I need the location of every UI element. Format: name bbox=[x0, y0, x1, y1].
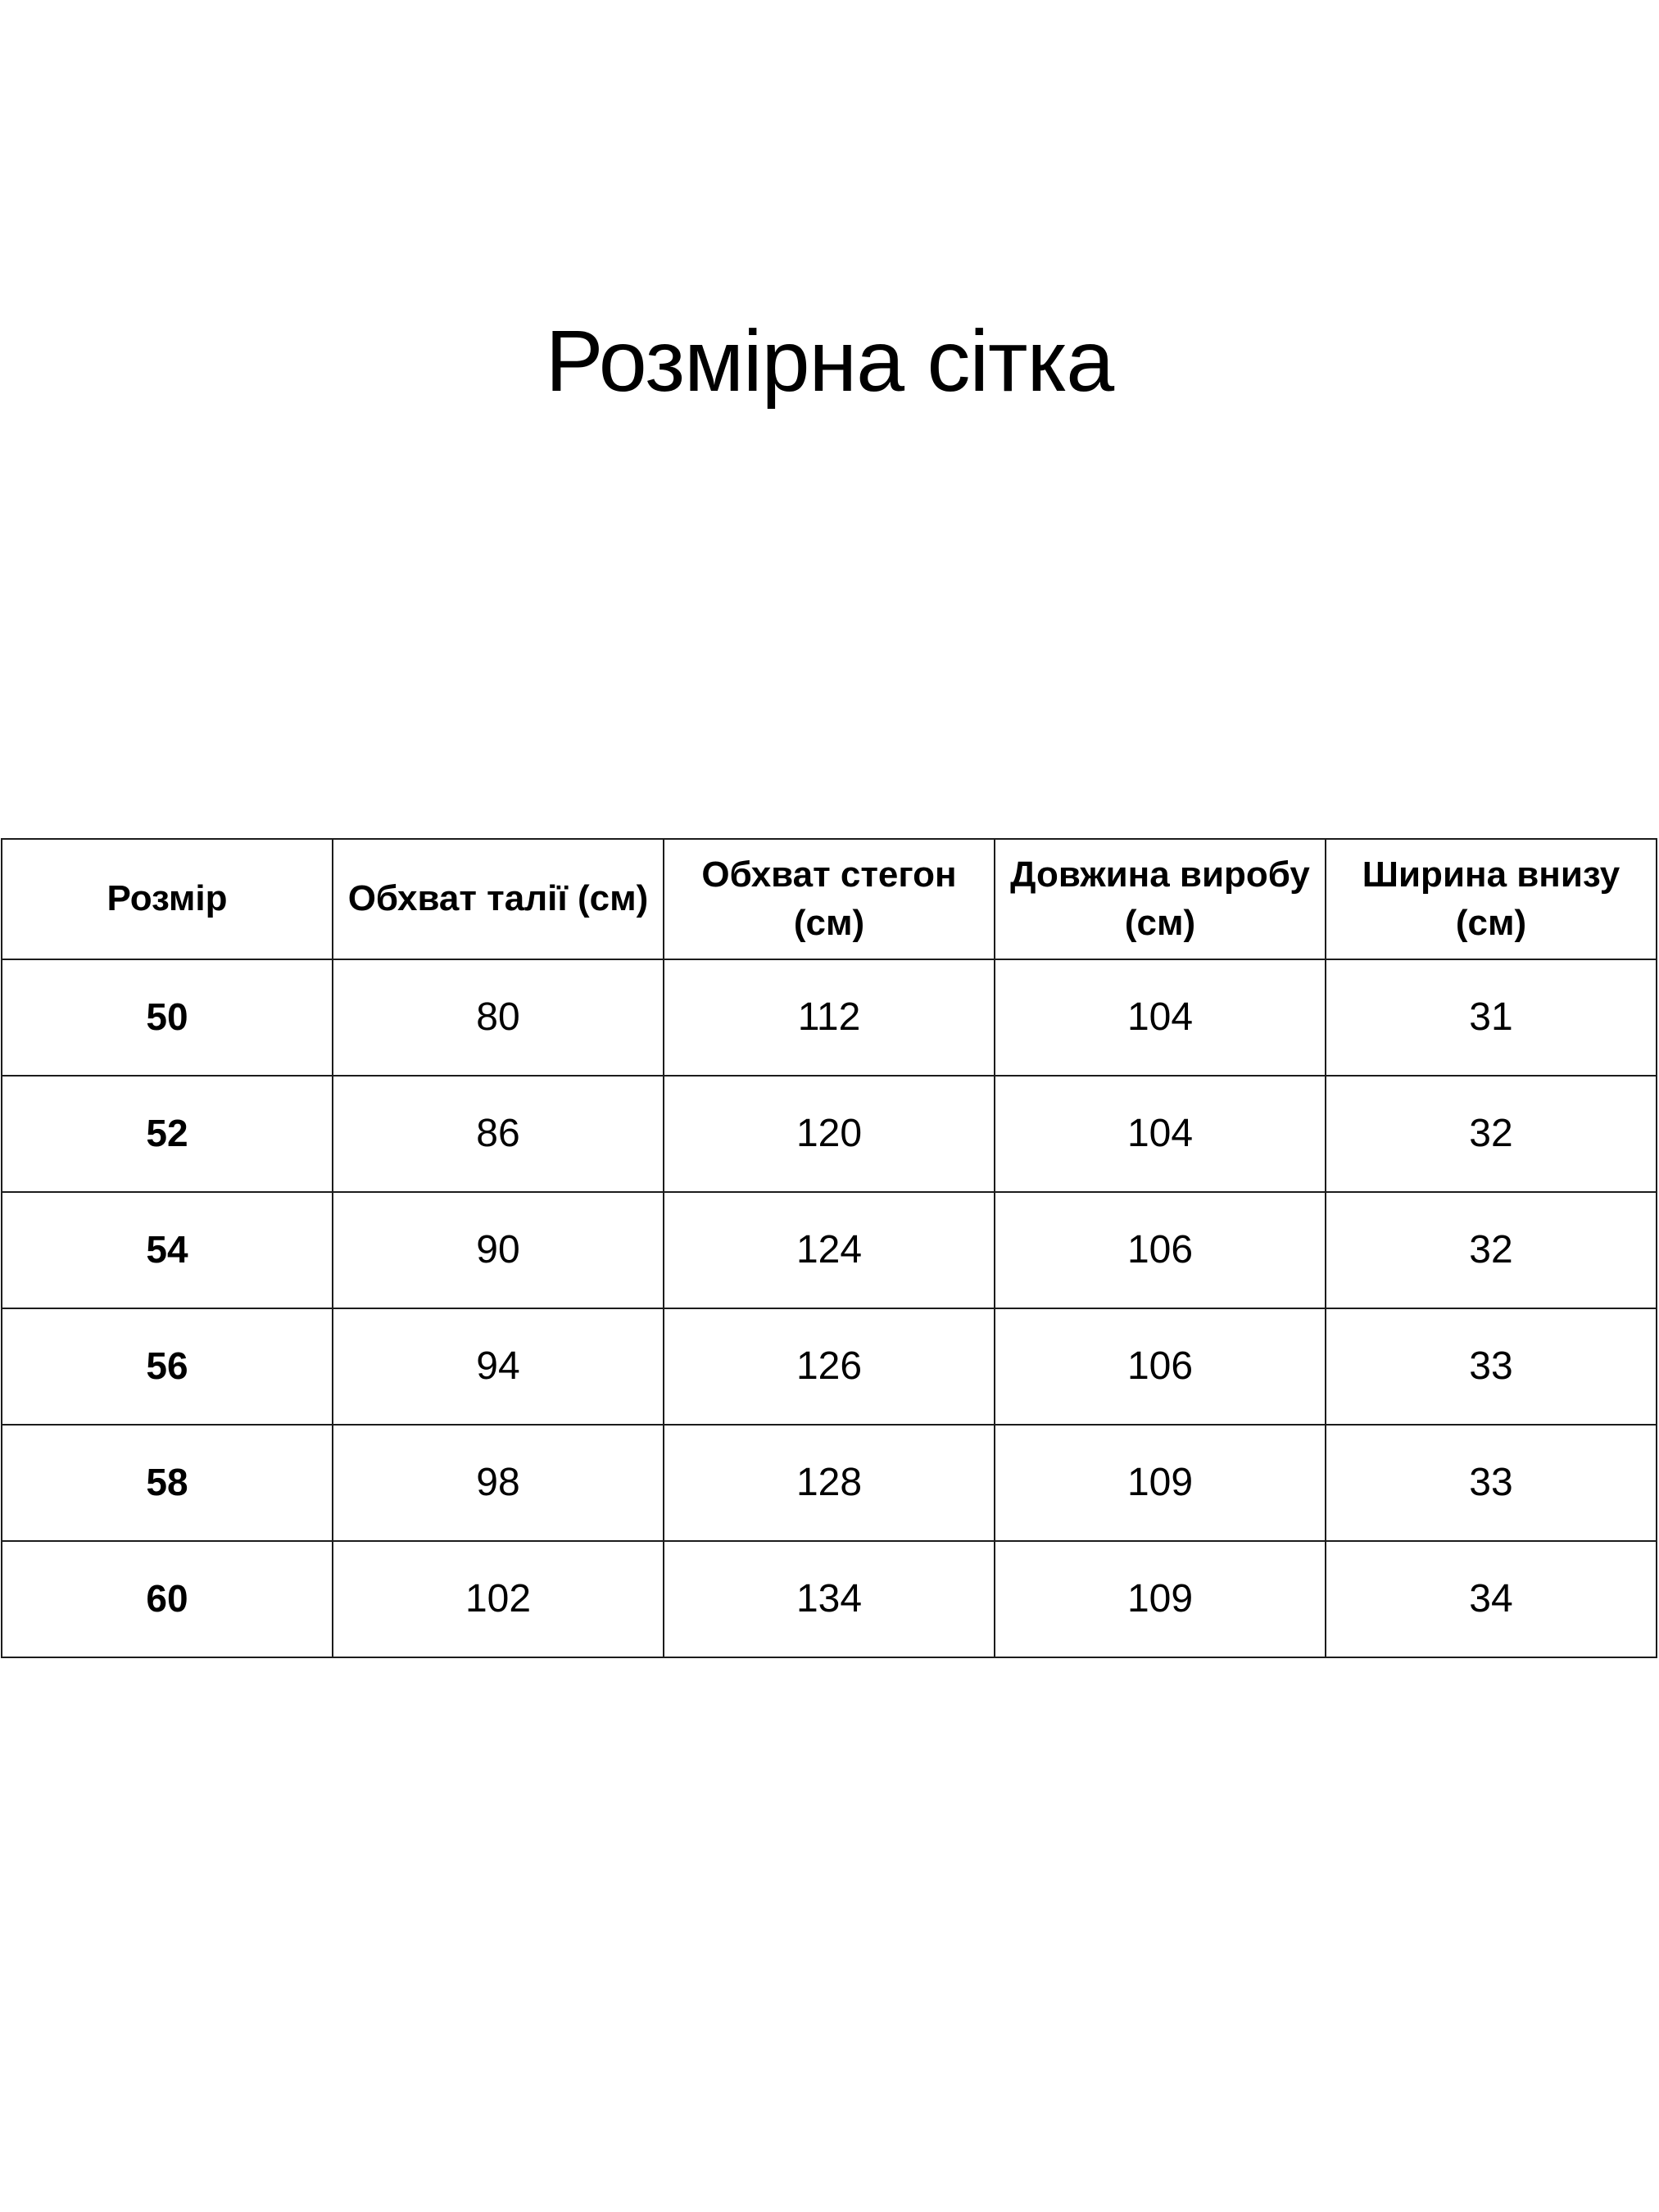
header-length-line2: (см) bbox=[1124, 902, 1196, 943]
cell-waist: 98 bbox=[333, 1425, 664, 1541]
cell-length: 106 bbox=[995, 1192, 1326, 1308]
cell-bottom-width: 33 bbox=[1326, 1425, 1657, 1541]
header-size-line1: Розмір bbox=[107, 878, 228, 919]
cell-hips: 120 bbox=[664, 1076, 995, 1192]
cell-bottom-width: 32 bbox=[1326, 1076, 1657, 1192]
header-hips bbox=[664, 839, 995, 959]
table-row bbox=[2, 1425, 1657, 1541]
cell-waist: 94 bbox=[333, 1308, 664, 1425]
cell-bottom-width: 34 bbox=[1326, 1541, 1657, 1657]
table-row bbox=[2, 1076, 1657, 1192]
header-length bbox=[995, 839, 1326, 959]
size-table-grid bbox=[1, 838, 1657, 1658]
header-hips-line1: Обхват стегон bbox=[701, 854, 957, 895]
cell-length: 106 bbox=[995, 1308, 1326, 1425]
cell-hips: 134 bbox=[664, 1541, 995, 1657]
page-title: Розмірна сітка bbox=[545, 313, 1114, 410]
cell-hips: 126 bbox=[664, 1308, 995, 1425]
table-row bbox=[2, 959, 1657, 1076]
cell-size: 54 bbox=[2, 1192, 333, 1308]
cell-bottom-width: 32 bbox=[1326, 1192, 1657, 1308]
header-bottom-width bbox=[1326, 839, 1657, 959]
size-table bbox=[1, 838, 1657, 1658]
cell-size: 56 bbox=[2, 1308, 333, 1425]
cell-length: 104 bbox=[995, 959, 1326, 1076]
table-row bbox=[2, 1541, 1657, 1657]
header-bottom-width-line2: (см) bbox=[1455, 902, 1527, 943]
table-header-row bbox=[2, 839, 1657, 959]
header-length-line1: Довжина виробу bbox=[1010, 854, 1310, 895]
cell-hips: 112 bbox=[664, 959, 995, 1076]
cell-hips: 128 bbox=[664, 1425, 995, 1541]
cell-hips: 124 bbox=[664, 1192, 995, 1308]
header-size bbox=[2, 839, 333, 959]
table-row bbox=[2, 1192, 1657, 1308]
cell-bottom-width: 33 bbox=[1326, 1308, 1657, 1425]
cell-waist: 102 bbox=[333, 1541, 664, 1657]
table-row bbox=[2, 1308, 1657, 1425]
cell-waist: 80 bbox=[333, 959, 664, 1076]
cell-length: 109 bbox=[995, 1425, 1326, 1541]
cell-size: 60 bbox=[2, 1541, 333, 1657]
cell-size: 52 bbox=[2, 1076, 333, 1192]
cell-length: 104 bbox=[995, 1076, 1326, 1192]
cell-size: 50 bbox=[2, 959, 333, 1076]
cell-bottom-width: 31 bbox=[1326, 959, 1657, 1076]
header-waist bbox=[333, 839, 664, 959]
header-hips-line2: (см) bbox=[793, 902, 865, 943]
cell-waist: 90 bbox=[333, 1192, 664, 1308]
cell-waist: 86 bbox=[333, 1076, 664, 1192]
cell-length: 109 bbox=[995, 1541, 1326, 1657]
header-waist-line1: Обхват талії (см) bbox=[347, 878, 649, 919]
header-bottom-width-line1: Ширина внизу bbox=[1362, 854, 1620, 895]
cell-size: 58 bbox=[2, 1425, 333, 1541]
